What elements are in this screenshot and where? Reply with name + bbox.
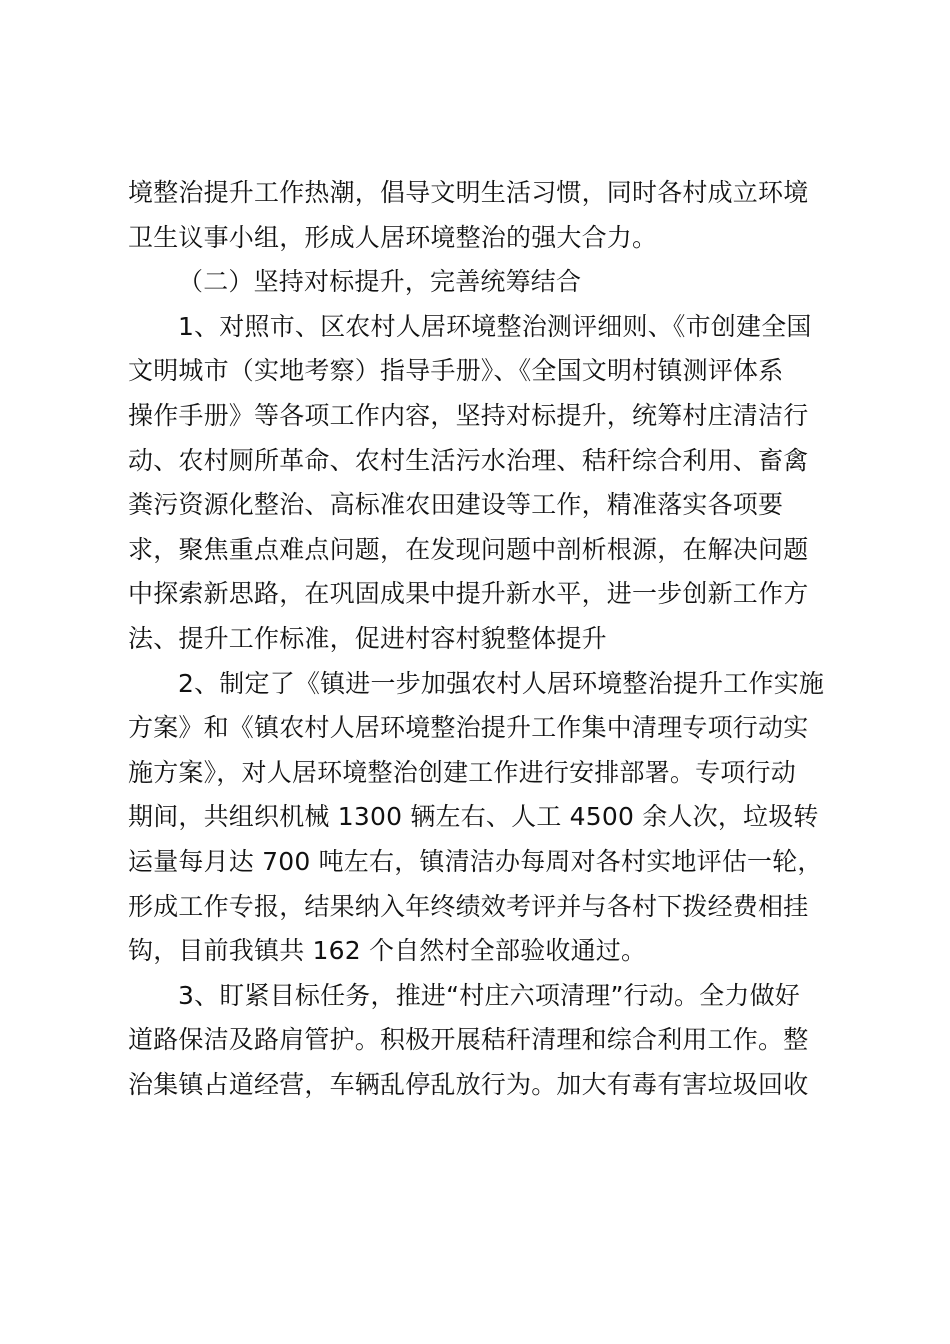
text-line: 道路保洁及路肩管护。积极开展秸秆清理和综合利用工作。整: [128, 1025, 809, 1055]
text-line: （二）坚持对标提升，完善统筹结合: [178, 267, 582, 297]
text-line: 1、对照市、区农村人居环境整治测评细则、《市创建全国: [178, 311, 812, 341]
text-line: 运量每月达 700 吨左右，镇清洁办每周对各村实地评估一轮，: [128, 846, 823, 876]
text-line: 粪污资源化整治、高标准农田建设等工作，精准落实各项要: [128, 490, 784, 520]
text-line: 求，聚焦重点难点问题，在发现问题中剖析根源，在解决问题: [128, 534, 809, 564]
text-line: 操作手册》等各项工作内容，坚持对标提升，统筹村庄清洁行: [128, 400, 809, 430]
text-line: 中探索新思路，在巩固成果中提升新水平，进一步创新工作方: [128, 579, 809, 609]
text-line: 动、农村厕所革命、农村生活污水治理、秸秆综合利用、畜禽: [128, 445, 809, 475]
text-line: 治集镇占道经营，车辆乱停乱放行为。加大有毒有害垃圾回收: [128, 1069, 809, 1099]
text-line: 方案》和《镇农村人居环境整治提升工作集中清理专项行动实: [128, 713, 809, 743]
document-body: [128, 171, 834, 1107]
text-line: 卫生议事小组，形成人居环境整治的强大合力。: [128, 222, 658, 252]
text-line: 期间，共组织机械 1300 辆左右、人工 4500 余人次，垃圾转: [128, 802, 819, 832]
text-line: 施方案》，对人居环境整治创建工作进行安排部署。专项行动: [128, 757, 796, 787]
text-line: 钩，目前我镇共 162 个自然村全部验收通过。: [128, 936, 647, 966]
text-line: 形成工作专报，结果纳入年终绩效考评并与各村下拨经费相挂: [128, 891, 809, 921]
text-line: 法、提升工作标准，促进村容村貌整体提升: [128, 623, 607, 653]
text-line: 境整治提升工作热潮，倡导文明生活习惯，同时各村成立环境: [128, 178, 809, 207]
text-line: 3、盯紧目标任务，推进“村庄六项清理”行动。全力做好: [178, 980, 801, 1010]
text-line: 2、制定了《镇进一步加强农村人居环境整治提升工作实施: [178, 668, 825, 698]
text-line: 文明城市（实地考察）指导手册》、《全国文明村镇测评体系: [128, 356, 784, 386]
